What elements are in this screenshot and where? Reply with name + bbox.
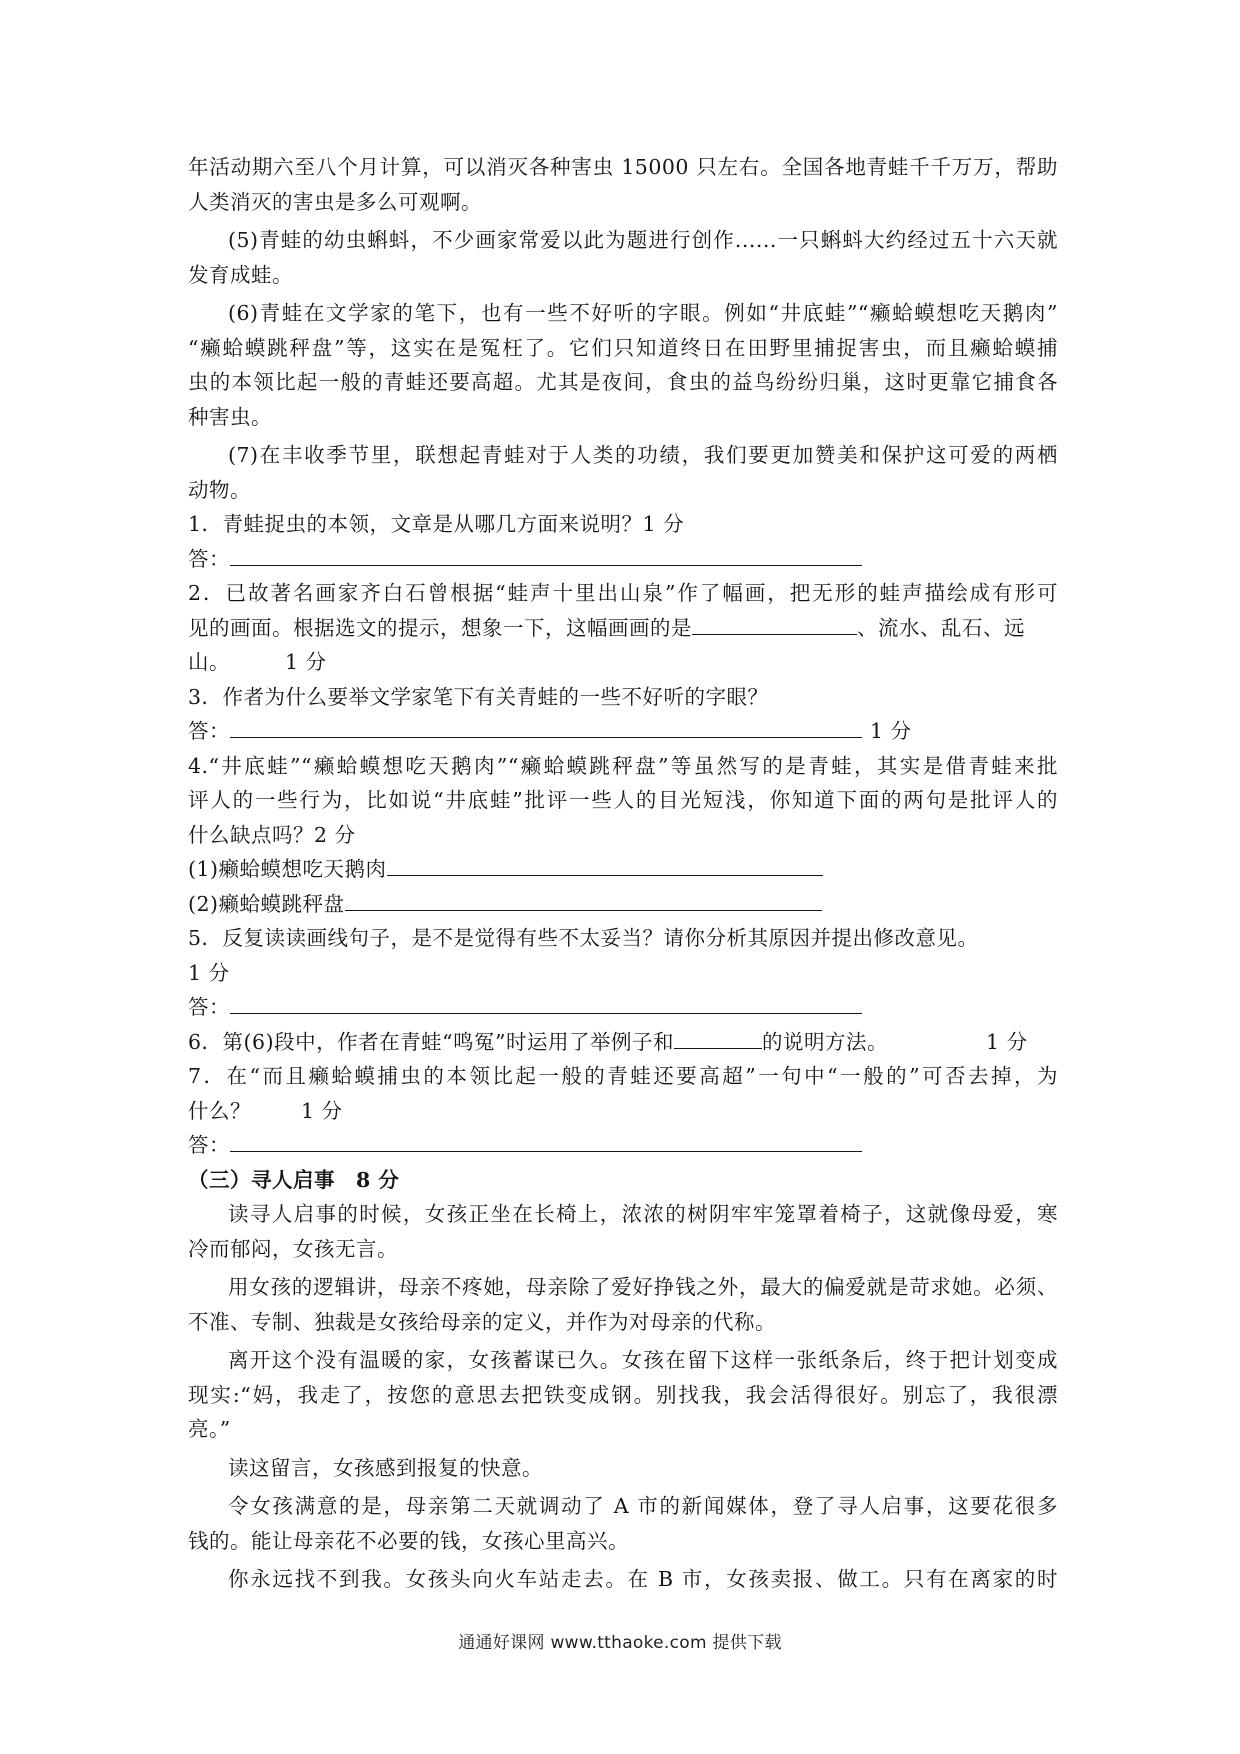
paragraph-7-line-1: (7)在丰收季节里，联想起青蛙对于人类的功绩，我们要更加赞美和保护这可爱的两栖: [228, 443, 1058, 467]
answer-label: 答：: [188, 546, 230, 571]
question-4-sub-1: [188, 852, 1058, 887]
question-2-text: 山。: [188, 650, 230, 674]
question-2-line-1: 2．已故著名画家齐白石曾根据“蛙声十里出山泉”作了幅画，把无形的蛙声描绘成有形可: [188, 581, 1058, 605]
question-6: [188, 1025, 1058, 1060]
question-3: 3．作者为什么要举文学家笔下有关青蛙的一些不好听的字眼？: [188, 684, 769, 709]
paragraph-6-line-2: “癞蛤蟆跳秤盘”等，这实在是冤枉了。它们只知道终日在田野里捕捉害虫，而且癞蛤蟆捕: [188, 335, 1058, 360]
paragraph-4-line-2: 人类消灭的害虫是多么可观啊。: [188, 189, 482, 214]
paragraph-5-line-2: 发育成蛙。: [188, 262, 293, 287]
question-5-answer-line: [188, 990, 1058, 1025]
story-paragraph-1-line-2: 冷而郁闷，女孩无言。: [188, 1236, 398, 1261]
section-3-heading: （三）寻人启事 8 分: [188, 1167, 400, 1192]
page-footer: 通通好课网 www.tthaoke.com 提供下载: [458, 1633, 782, 1653]
paragraph-6-line-4: 种害虫。: [188, 404, 272, 429]
question-3-answer-line: [188, 714, 1058, 749]
story-paragraph-5-line-2: 钱的。能让母亲花不必要的钱，女孩心里高兴。: [188, 1528, 629, 1553]
answer-blank[interactable]: [387, 853, 823, 876]
question-6-text: 6．第(6)段中，作者在青蛙“鸣冤”时运用了举例子和: [188, 1029, 675, 1054]
paragraph-5-line-1: (5)青蛙的幼虫蝌蚪，不少画家常爱以此为题进行创作......一只蝌蚪大约经过五十六天就: [228, 228, 1058, 252]
paragraph-7-line-2: 动物。: [188, 477, 251, 502]
story-paragraph-2-line-2: 不准、专制、独裁是女孩给母亲的定义，并作为对母亲的代称。: [188, 1309, 776, 1334]
sub-question-text: (1)癞蛤蟆想吃天鹅肉: [188, 857, 387, 881]
question-4-line-1: 4.“井底蛙”“癞蛤蟆想吃天鹅肉”“癞蛤蟆跳秤盘”等虽然写的是青蛙，其实是借青蛙来批: [188, 753, 1058, 778]
story-paragraph-3-line-3: 亮。”: [188, 1417, 231, 1441]
score-label: 1 分: [986, 1029, 1028, 1054]
answer-blank[interactable]: [230, 543, 862, 566]
score-label: 1 分: [285, 650, 327, 674]
story-paragraph-3-line-1: 离开这个没有温暖的家，女孩蓄谋已久。女孩在留下这样一张纸条后，终于把计划变成: [228, 1348, 1058, 1372]
question-7-line-2: [188, 1094, 1058, 1129]
story-paragraph-2-line-1: 用女孩的逻辑讲，母亲不疼她，母亲除了爱好挣钱之外，最大的偏爱就是苛求她。必须、: [228, 1275, 1058, 1299]
question-2-text: 见的画面。根据选文的提示，想象一下，这幅画画的是: [188, 615, 692, 640]
question-2-text-end: 、流水、乱石、远: [857, 615, 1025, 640]
answer-blank[interactable]: [230, 1129, 862, 1152]
question-7-answer-line: [188, 1128, 1058, 1163]
question-5-line-1: 5．反复读读画线句子，是不是觉得有些不太妥当？请你分析其原因并提出修改意见。: [188, 926, 979, 950]
paragraph-4-line-1: 年活动期六至八个月计算，可以消灭各种害虫 15000 只左右。全国各地青蛙千千万万，帮助: [188, 155, 1058, 179]
document-page: [188, 150, 1058, 1597]
question-7-line-1: 7．在“而且癞蛤蟆捕虫的本领比起一般的青蛙还要高超”一句中“一般的”可否去掉，为: [188, 1064, 1058, 1088]
story-paragraph-5-line-1: 令女孩满意的是，母亲第二天就调动了 A 市的新闻媒体，登了寻人启事，这要花很多: [228, 1494, 1058, 1518]
question-4-sub-2: [188, 887, 1058, 922]
score-label: 1 分: [301, 1098, 343, 1123]
question-6-text-end: 的说明方法。: [762, 1029, 889, 1054]
paragraph-6-line-1: (6)青蛙在文学家的笔下，也有一些不好听的字眼。例如“井底蛙”“癞蛤蟆想吃天鹅肉”: [228, 301, 1058, 325]
paragraph-6-line-3: 虫的本领比起一般的青蛙还要高超。尤其是夜间，食虫的益鸟纷纷归巢，这时更靠它捕食各: [188, 370, 1058, 394]
answer-label: 答：: [188, 719, 230, 743]
story-paragraph-3-line-2: 现实:“妈，我走了，按您的意思去把铁变成钢。别找我，我会活得很好。别忘了，我很漂: [188, 1382, 1058, 1407]
question-7-text: 什么？: [188, 1098, 251, 1123]
fill-blank[interactable]: [674, 1026, 762, 1049]
story-paragraph-6-line-1: 你永远找不到我。女孩头向火车站走去。在 B 市，女孩卖报、做工。只有在离家的时: [228, 1567, 1058, 1591]
question-2-line-2: [188, 611, 1058, 646]
question-4-line-2: 评人的一些行为，比如说“井底蛙”批评一些人的目光短浅，你知道下面的两句是批评人的: [188, 788, 1058, 812]
answer-label: 答：: [188, 995, 230, 1019]
question-2-line-3: [188, 645, 1058, 680]
answer-label: 答：: [188, 1133, 230, 1157]
answer-blank[interactable]: [345, 888, 822, 911]
question-4-line-3: 什么缺点吗？2 分: [188, 822, 356, 847]
story-paragraph-1-line-1: 读寻人启事的时候，女孩正坐在长椅上，浓浓的树阴牢牢笼罩着椅子，这就像母爱，寒: [228, 1202, 1058, 1226]
answer-blank[interactable]: [230, 991, 862, 1014]
fill-blank[interactable]: [692, 612, 857, 635]
question-5-line-2: 1 分: [188, 960, 230, 985]
score-label: 1 分: [870, 719, 912, 743]
sub-question-text: (2)癞蛤蟆跳秤盘: [188, 891, 345, 916]
answer-blank[interactable]: [230, 715, 862, 738]
story-paragraph-4-line-1: 读这留言，女孩感到报复的快意。: [228, 1455, 543, 1480]
question-1-answer-line: [188, 542, 1058, 577]
question-1: 1．青蛙捉虫的本领，文章是从哪几方面来说明？1 分: [188, 512, 685, 536]
